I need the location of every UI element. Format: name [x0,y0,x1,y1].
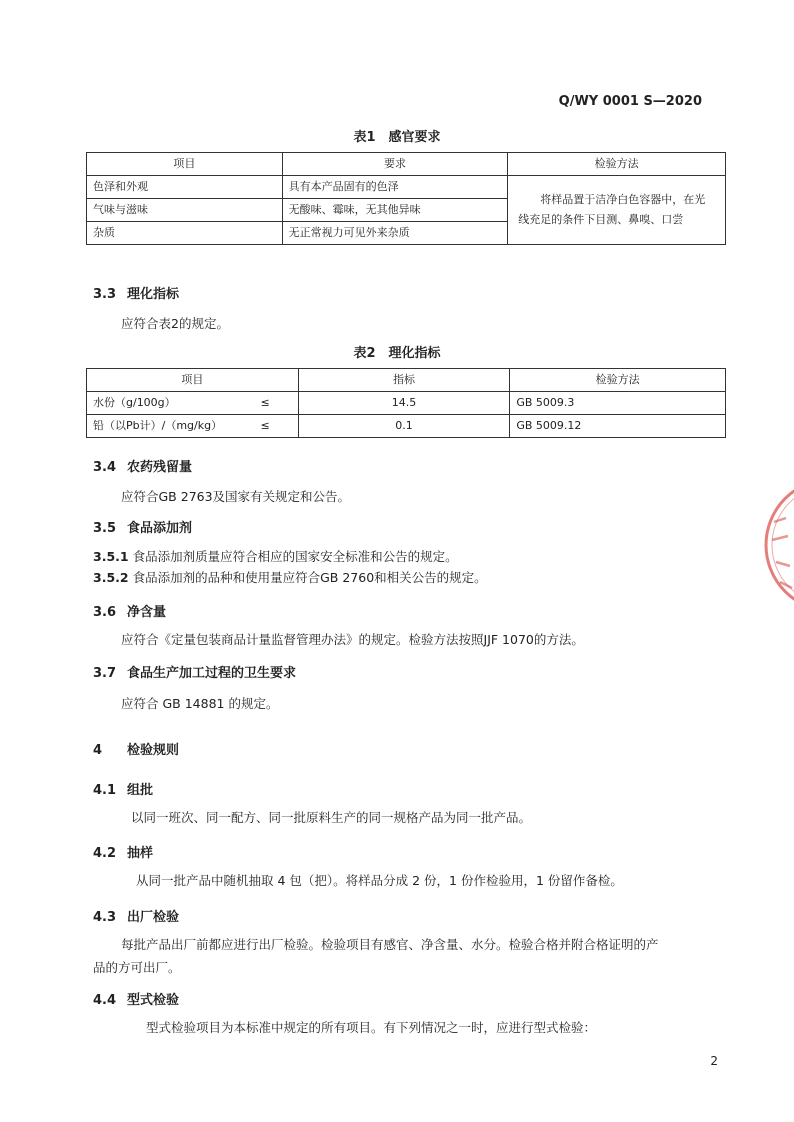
section-title: 理化指标 [127,287,180,302]
table-header-cell: 项目 [87,369,299,392]
table-cell: 气味与滋味 [87,199,283,222]
section-heading [93,601,166,620]
table-cell [87,415,299,438]
section-heading [93,283,179,302]
section-heading [93,517,192,536]
subclause [93,568,487,586]
section-heading [93,779,153,798]
paragraph-line: 每批产品出厂前都应进行出厂检验。检验项目有感官、净含量、水分。检验合格并附合格证明的产 [121,937,659,952]
paragraph-line: 品的方可出厂。 [93,960,181,975]
section-title: 组批 [127,783,154,798]
table-header-cell: 检验方法 [508,153,726,176]
table-header-cell: 要求 [282,153,508,176]
item-label: 水份（g/100g） [93,396,176,409]
red-seal-stamp [752,470,794,620]
page-number: 2 [710,1054,718,1068]
table-row [87,415,726,438]
table-cell: 0.1 [298,415,510,438]
table-row [87,176,726,199]
section-heading [93,989,179,1008]
table-cell [87,392,299,415]
table-header-cell: 指标 [298,369,510,392]
paragraph: 应符合表2的规定。 [121,316,229,331]
sensory-table [86,152,726,245]
section-number: 4.1 [93,783,117,798]
table-row [87,392,726,415]
section-title: 食品生产加工过程的卫生要求 [127,666,297,681]
section-title: 食品添加剂 [127,521,193,536]
subclause [93,547,458,565]
table-cell: GB 5009.3 [510,392,726,415]
subclause-text: 食品添加剂的品种和使用量应符合GB 2760和相关公告的规定。 [132,570,487,585]
section-number: 4.4 [93,993,117,1008]
paragraph: 从同一批产品中随机抽取 4 包（把）。将样品分成 2 份，1 份作检验用，1 份留作备检。 [136,873,623,888]
section-title: 检验规则 [127,743,180,758]
table-cell: 无正常视力可见外来杂质 [282,222,508,245]
table-cell: 无酸味、霉味，无其他异味 [282,199,508,222]
section-number: 4.3 [93,910,117,925]
table-header-row [87,153,726,176]
operator: ≤ [260,419,270,432]
section-number: 4 [93,743,103,758]
table-header-cell: 项目 [87,153,283,176]
section-title: 抽样 [127,846,154,861]
paragraph: 应符合 GB 14881 的规定。 [121,696,279,711]
subclause-text: 食品添加剂质量应符合相应的国家安全标准和公告的规定。 [132,549,458,564]
section-title: 出厂检验 [127,910,180,925]
operator: ≤ [260,396,270,409]
standard-code: Q/WY 0001 S—2020 [558,94,702,109]
paragraph: 以同一班次、同一配方、同一批原料生产的同一规格产品为同一批产品。 [131,810,532,825]
method-text-line: 线充足的条件下目测、鼻嗅、口尝 [518,213,684,226]
table1-caption: 表1 感官要求 [353,130,441,145]
table-header-cell: 检验方法 [510,369,726,392]
table-cell: 具有本产品固有的色泽 [282,176,508,199]
paragraph: 应符合GB 2763及国家有关规定和公告。 [121,489,351,504]
paragraph: 应符合《定量包装商品计量监督管理办法》的规定。检验方法按照JJF 1070的方法。 [121,632,584,647]
section-title: 农药残留量 [127,460,193,475]
section-number: 3.4 [93,460,117,475]
table-cell: 杂质 [87,222,283,245]
paragraph: 型式检验项目为本标准中规定的所有项目。有下列情况之一时，应进行型式检验： [146,1020,597,1035]
section-number: 3.3 [93,287,117,302]
section-number: 3.7 [93,666,117,681]
section-heading [93,842,153,861]
section-heading [93,456,192,475]
table2-caption: 表2 理化指标 [353,346,441,361]
section-title: 型式检验 [127,993,180,1008]
table-cell: 色泽和外观 [87,176,283,199]
section-title: 净含量 [127,605,167,620]
table-cell: GB 5009.12 [510,415,726,438]
section-number: 3.5 [93,521,117,536]
section-number: 4.2 [93,846,117,861]
table-cell: 14.5 [298,392,510,415]
physchem-table [86,368,726,438]
method-text-line: 将样品置于洁净白色容器中，在光 [540,193,706,206]
section-heading [93,662,296,681]
subclause-number: 3.5.1 [93,549,129,564]
table-header-row [87,369,726,392]
item-label: 铅（以Pb计）/（mg/kg） [93,419,223,432]
subclause-number: 3.5.2 [93,570,129,585]
section-heading [93,906,179,925]
method-cell [508,176,726,245]
section-number: 3.6 [93,605,117,620]
chapter-heading [93,739,179,758]
